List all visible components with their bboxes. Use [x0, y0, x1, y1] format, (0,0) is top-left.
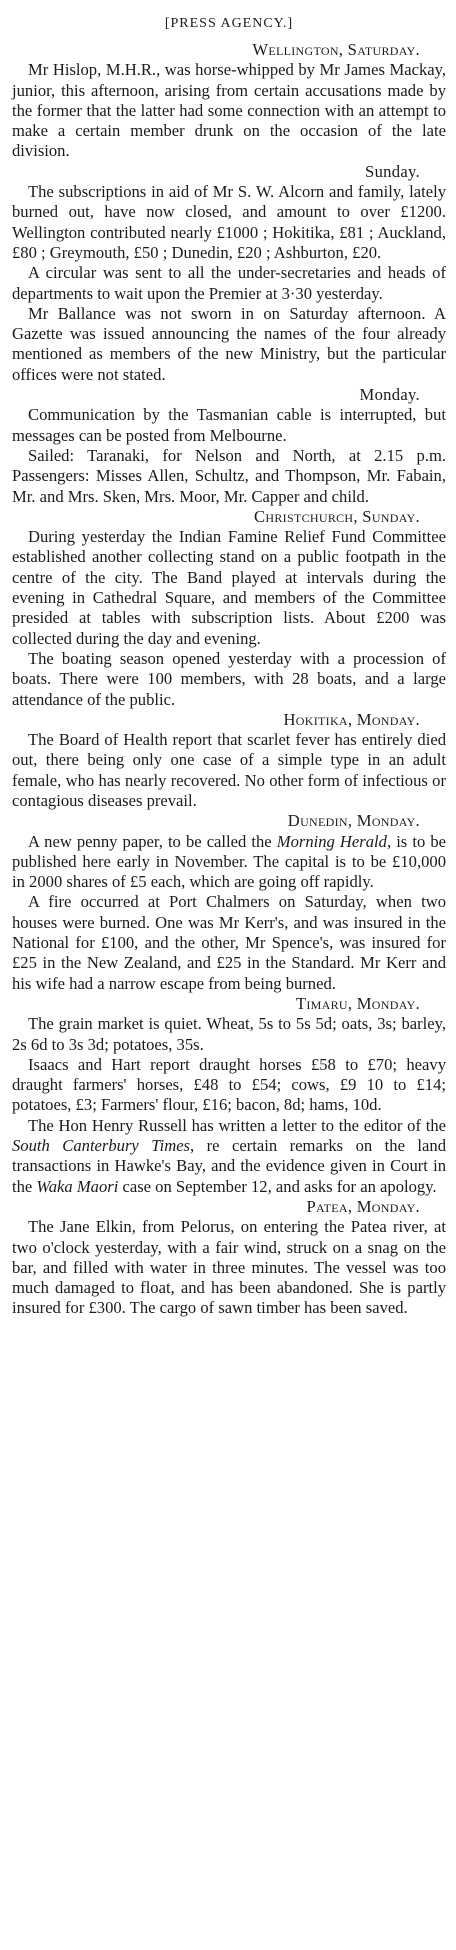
section-patea — [12, 1197, 446, 1319]
dateline: Christchurch, Sunday. — [254, 506, 420, 526]
section-timaru — [12, 994, 446, 1197]
dateline: Monday. — [359, 385, 420, 405]
section-sunday — [12, 162, 446, 385]
paragraph: Isaacs and Hart report draught horses £58 to £70; heavy draught farmers' horses, £48 to £54; cows, £9 10 to £14; potatoes, £3; Farmers' flour, £16; bacon, 8d; hams, 10d. — [12, 1054, 446, 1115]
dateline: Patea, Monday. — [306, 1196, 420, 1216]
dateline: Timaru, Monday. — [295, 993, 420, 1013]
paragraph: The Jane Elkin, from Pelorus, on entering the Patea river, at two o'clock yesterday, with a fair wind, struck on a snag on the bar, and filled with water in three minutes. The vessel was too much damaged to float, and has been abandoned. She is partly insured for £300. The cargo of sawn timber has been saved. — [12, 1217, 446, 1318]
column-heading: [PRESS AGENCY.] — [164, 16, 294, 31]
paragraph: During yesterday the Indian Famine Relief Fund Committee established another collecting stand on a public footpath in the centre of the city. The Band played at intervals during the evening in Cathedral Square, and members of the Committee presided at tables with subscription lists. About £200 was collected during the day and evening. — [12, 527, 446, 648]
section-dunedin — [12, 811, 446, 994]
paragraph: The Board of Health report that scarlet fever has entirely died out, there being only one case of a simple type in an adult female, who has nearly recovered. No other form of infectious or contagious diseases prevail. — [12, 730, 446, 810]
paragraph: The boating season opened yesterday with a procession of boats. There were 100 members, with 28 boats, and a large attendance of the public. — [12, 648, 446, 709]
section-monday — [12, 385, 446, 507]
dateline: Hokitika, Monday. — [283, 709, 420, 729]
section-hokitika — [12, 710, 446, 811]
paragraph: A fire occurred at Port Chalmers on Saturday, when two houses were burned. One was Mr Kerr's, and was insured in the National for £100, and the other, Mr Spence's, was insured for £25 in the New Zealand, and £25 in the Standard. Mr Kerr and his wife had a narrow escape from being burned. — [12, 892, 446, 993]
section-wellington-saturday — [12, 40, 446, 162]
dateline: Dunedin, Monday. — [287, 811, 420, 831]
paragraph-italic: A new penny paper, to be called the Morning Herald, is to be published here early in November. The capital is to be £10,000 in 2000 shares of £5 each, which are going off rapidly. — [12, 831, 447, 892]
paragraph: Communication by the Tasmanian cable is interrupted, but messages can be posted from Melbourne. — [12, 405, 446, 445]
paragraph-italic: The Hon Henry Russell has written a letter to the editor of the South Canterbury Times, re certain remarks on the land transactions in Hawke's Bay, and the evidence given in Court in the Waka Maori case on September 12, and asks for an apology. — [12, 1115, 446, 1196]
paragraph: The subscriptions in aid of Mr S. W. Alcorn and family, lately burned out, have now closed, and amount to over £1200. Wellington contributed nearly £1000 ; Hokitika, £81 ; Auckland, £80 ; Greymouth, £50 ; Dunedin, £20 ; Ashburton, £20. — [12, 182, 446, 262]
paragraph: The grain market is quiet. Wheat, 5s to 5s 5d; oats, 3s; barley, 2s 6d to 3s 3d; potatoes, 35s. — [12, 1014, 446, 1054]
dateline: Wellington, Saturday. — [252, 40, 420, 59]
paragraph: Mr Hislop, M.H.R., was horse-whipped by Mr James Mackay, junior, this afternoon, arising from certain accusations made by the former that the latter had some connection with an attempt to make a certain member drunk on the occasion of the late division. — [12, 60, 446, 161]
section-christchurch — [12, 507, 446, 710]
dateline: Sunday. — [365, 161, 420, 181]
paragraph: A circular was sent to all the under-secretaries and heads of departments to wait upon the Premier at 3·30 yesterday. — [12, 263, 446, 303]
paragraph: Sailed: Taranaki, for Nelson and North, at 2.15 p.m. Passengers: Misses Allen, Schultz, and Thompson, Mr. Fabain, Mr. and Mrs. Sken, Mrs. Moor, Mr. Capper and child. — [12, 445, 446, 506]
paragraph: Mr Ballance was not sworn in on Saturday afternoon. A Gazette was issued announcing the names of the four already mentioned as members of the new Ministry, but the particular offices were not stated. — [12, 303, 446, 384]
